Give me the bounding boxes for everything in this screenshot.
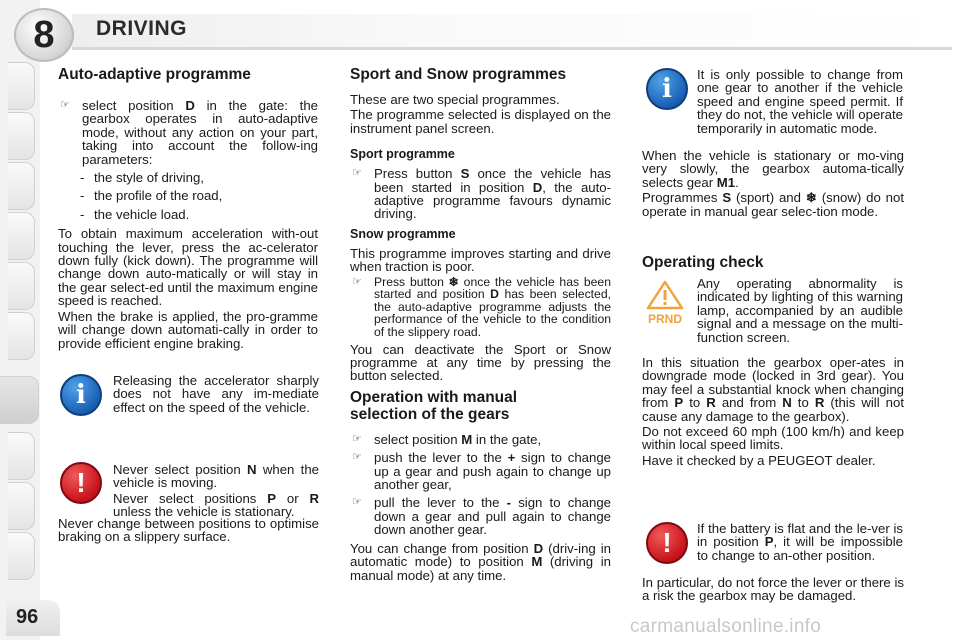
check-details: [642, 356, 904, 469]
chapter-tab-active[interactable]: [0, 376, 39, 424]
paragraph: In this situation the gearbox oper-ates in downgrade mode (locked in 3rd gear). You may feel a substantial knock when changing from P to R and from N to R (this will not cause any damage to the gearbox).: [642, 355, 905, 424]
warning-icon: !: [60, 462, 102, 504]
chapter-tab[interactable]: [8, 162, 35, 210]
column-auto-adaptive: [58, 66, 318, 352]
warning-note: [113, 463, 319, 521]
chapter-tab[interactable]: [8, 532, 35, 580]
list-item: ☞ Press button S once the vehicle has been started in position D, the auto-adaptive programme favours dynamic driving.: [352, 166, 612, 222]
subsection-title: Snow programme: [350, 226, 456, 241]
pointing-hand-icon: ☞: [60, 99, 70, 111]
operating-check-heading: [642, 254, 904, 271]
header-bar: [72, 14, 952, 48]
pointing-hand-icon: ☞: [352, 275, 362, 288]
paragraph: You can change from position D (driv-ing in automatic mode) to position M (driving in manual mode) at any time.: [350, 540, 611, 583]
page-title: DRIVING: [96, 17, 188, 40]
info-text: It is only possible to change from one gear to another if the vehicle speed and engine speed permit. If they do not, the vehicle will operate temporarily in automatic mode.: [697, 67, 903, 136]
check-note: [697, 277, 903, 346]
section-title: Auto-adaptive programme: [58, 66, 251, 83]
dash-item: - the profile of the road,: [58, 189, 318, 202]
chapter-tab[interactable]: [8, 212, 35, 260]
dash-item: - the vehicle load.: [58, 208, 318, 221]
chapter-tab[interactable]: [8, 312, 35, 360]
warning-text: If the battery is flat and the le-ver is in position P, it will be impossible to change to an-other position.: [697, 521, 903, 563]
pointing-hand-icon: ☞: [352, 496, 362, 509]
chapter-tab[interactable]: [8, 62, 35, 110]
chapter-tab[interactable]: [8, 482, 35, 530]
paragraph: When the brake is applied, the pro-gramme will change down automati-cally in order to provide efficient engine braking.: [58, 308, 318, 351]
warning-text: Never select positions P or R unless the vehicle is stationary.: [113, 490, 319, 520]
warning-icon: !: [646, 522, 688, 564]
battery-warning: [697, 522, 903, 564]
pointing-hand-icon: ☞: [352, 167, 362, 180]
paragraph: These are two special programmes.: [350, 92, 560, 107]
paragraph: This programme improves starting and drive when traction is poor.: [350, 245, 611, 275]
paragraph: Programmes S (sport) and ❄ (snow) do not operate in manual gear selec-tion mode.: [642, 190, 904, 219]
paragraph: Do not exceed 60 mph (100 km/h) and keep within local speed limits.: [642, 424, 904, 453]
paragraph: Have it checked by a PEUGEOT dealer.: [642, 452, 876, 468]
info-note: [113, 374, 319, 416]
chapter-number: 8: [33, 14, 55, 56]
paragraph: To obtain maximum acceleration with-out touching the lever, press the ac-celerator down fully (kick down). The programme will change down auto-matically or will stay in the gear select-ed until the maximum engine speed is reached.: [58, 226, 318, 309]
chapter-tab[interactable]: [8, 112, 35, 160]
info-note-top: [697, 68, 903, 137]
pointing-hand-icon: ☞: [352, 432, 362, 445]
list-item: ☞ select position M in the gate,: [352, 431, 542, 447]
list-item: ☞ select position D in the gate: the gearbox operates in auto-adaptive mode, without any action on your part, taking into account the follow-ing parameters:: [60, 98, 318, 167]
paragraph: In particular, do not force the lever or there is a risk the gearbox may be damaged.: [642, 575, 904, 604]
section-title: Operating check: [642, 254, 764, 271]
paragraph: The programme selected is displayed on the instrument panel screen.: [350, 107, 611, 136]
paragraph: When the vehicle is stationary or mo-ving very slowly, the gearbox automa-tically selects gear M1.: [642, 148, 904, 190]
info-icon: i: [60, 374, 102, 416]
header-divider: [72, 47, 952, 50]
section-title: Operation with manual selection of the gears: [350, 388, 518, 423]
warning-text: Never select position N when the vehicle is moving.: [113, 462, 319, 491]
gearbox-warning-lamp-icon: [640, 278, 690, 328]
paragraph: You can deactivate the Sport or Snow programme at any time by pressing the button selected.: [350, 341, 611, 384]
dash-item: - the style of driving,: [58, 171, 318, 184]
chapter-tab-strip: [0, 0, 40, 640]
battery-warning-footer: [642, 576, 904, 605]
list-item: ☞ push the lever to the + sign to change up a gear and push again to change up another gear,: [352, 450, 611, 493]
section-title: Sport and Snow programmes: [350, 66, 567, 83]
info-text: Releasing the accelerator sharply does not have any im-mediate effect on the speed of the vehicle.: [113, 373, 319, 415]
chapter-tab[interactable]: [8, 262, 35, 310]
paragraph: Any operating abnormality is indicated by lighting of this warning lamp, accompanied by an audible signal and a message on the multi-function screen.: [697, 276, 903, 345]
list-item: ☞ pull the lever to the - sign to change down a gear and pull again to change down another gear.: [352, 495, 611, 538]
column-right-text: [642, 149, 904, 220]
list-item: ☞ Press button ❄ once the vehicle has been started and position D has been selected, the auto-adaptive programme adjusts the performance of the vehicle to the condition of the slippery road.: [352, 274, 611, 340]
chapter-tab[interactable]: [8, 432, 35, 480]
page-number: 96: [16, 606, 39, 628]
subsection-title: Sport programme: [350, 147, 455, 162]
watermark: carmanualsonline.info: [630, 616, 822, 637]
pointing-hand-icon: ☞: [352, 451, 362, 464]
column-sport-snow: [350, 66, 611, 584]
warning-footer: [58, 517, 319, 546]
paragraph: Never change between positions to optimise braking on a slippery surface.: [58, 516, 319, 545]
info-icon: i: [646, 68, 688, 110]
svg-text:PRND: PRND: [647, 312, 683, 326]
